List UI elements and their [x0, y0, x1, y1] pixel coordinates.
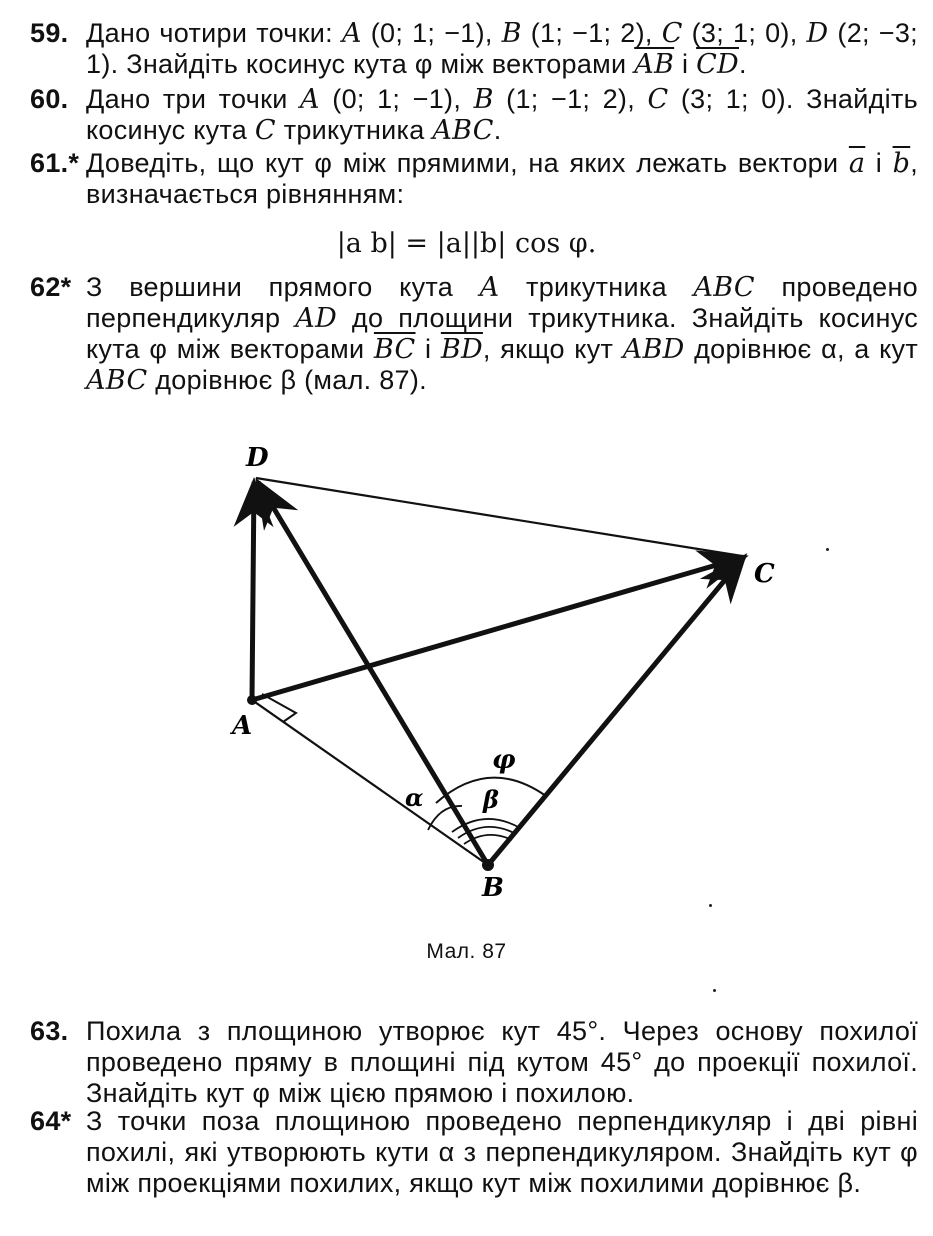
label-b: B [482, 873, 504, 903]
problem-number: 59. [30, 18, 69, 48]
problem-text: Дано чотири точки: A (0; 1; −1), B (1; −1; 2), C (3; 1; 0), D (2; −3; 1). Знайдіть косинус кута φ між векторами $\overline{AB}$ і $\overline{CD}$. [86, 18, 918, 80]
problem-64 [30, 1106, 918, 1199]
label-phi: φ [492, 745, 516, 775]
segment-dc [256, 478, 742, 556]
vector-ab: $\overline{AB}$ [634, 49, 675, 80]
problem-number: 62* [30, 272, 72, 302]
figure-caption: Мал. 87 [426, 940, 507, 963]
problem-63 [30, 1016, 918, 1109]
vector-cd: $\overline{CD}$ [696, 49, 739, 80]
point-b [482, 859, 494, 871]
problem-text: Дано три точки A (0; 1; −1), B (1; −1; 2), C (3; 1; 0). Знайдіть косинус кута C трикутника ABC. [86, 84, 918, 146]
problem-text: Доведіть, що кут φ між прямими, на яких лежать вектори $\overline{a}$ і $\overline{b}$, визначається рівнянням: [86, 148, 918, 209]
point-a [247, 695, 257, 705]
problem-text: Похила з площиною утворює кут 45°. Через основу похилої проведено пряму в площині під кутом 45° до проекції похилої. Знайдіть кут φ між цією прямою і похилою. [86, 1016, 918, 1108]
scan-speck [826, 548, 829, 551]
problem-number: 64* [30, 1106, 72, 1136]
problem-number: 63. [30, 1016, 69, 1046]
vector-bc [488, 557, 744, 865]
scan-speck [713, 989, 716, 992]
label-c: C [754, 559, 775, 589]
problem-number: 60. [30, 84, 69, 114]
label-alpha: α [405, 783, 424, 812]
scan-speck [709, 904, 712, 907]
problem-text: З вершини прямого кута A трикутника ABC проведено перпендикуляр AD до площини трикутника. Знайдіть косинус кута φ між векторами $\overline{BC}$ і $\overline{BD}$, якщо кут ABD дорівнює α, а кут ABC дорівнює β (мал. 87). [86, 272, 919, 396]
vector-bd: $\overline{BD}$ [440, 334, 483, 365]
label-d: D [246, 443, 269, 473]
problem-text: З точки поза площиною проведено перпендикуляр і дві рівні похилі, які утворюють кути α з перпендикуляром. Знайдіть кут φ між проекціями похилих, якщо кут між похилими дорівнює β. [86, 1106, 918, 1198]
vector-ac [252, 557, 744, 700]
problem-number: 61.* [30, 148, 80, 178]
segment-ab [252, 700, 488, 865]
label-a: A [232, 711, 253, 741]
vector-ad [252, 482, 254, 700]
label-beta: β [483, 785, 499, 814]
vector-b: $\overline{b}$ [892, 148, 911, 179]
vector-bc: $\overline{BC}$ [373, 334, 416, 365]
vector-bd [258, 482, 488, 865]
formula: |a b| = |a||b| cos φ. [336, 228, 597, 259]
vector-a: $\overline{a}$ [848, 148, 866, 179]
